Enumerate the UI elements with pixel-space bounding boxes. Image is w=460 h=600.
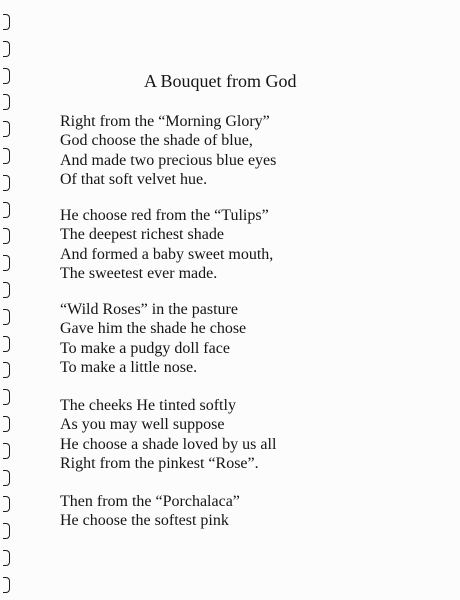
binding-coil: [3, 202, 10, 218]
stanza-1: [60, 112, 276, 190]
poem-line: He choose red from the “Tulips”: [60, 207, 269, 224]
binding-coil: [3, 282, 10, 298]
poem-line: The deepest richest shade: [60, 226, 224, 244]
spiral-binding: [0, 0, 16, 600]
binding-coil: [3, 577, 10, 593]
stanza-4: [60, 396, 276, 474]
poem-line: And made two precious blue eyes: [60, 151, 277, 169]
poem-line: As you may well suppose: [60, 416, 225, 434]
binding-coil: [3, 496, 10, 512]
binding-coil: [3, 41, 10, 57]
poem-line: Right from the pinkest “Rose”.: [60, 455, 259, 473]
binding-coil: [3, 336, 10, 352]
poem-line: The cheeks He tinted softly: [60, 397, 236, 414]
stanza-5: [60, 492, 240, 531]
poem-line: To make a pudgy doll face: [60, 339, 230, 357]
binding-coil: [3, 68, 10, 84]
binding-coil: [3, 389, 10, 405]
binding-coil: [3, 121, 10, 137]
poem-line: Gave him the shade he chose: [60, 320, 247, 338]
poem-line: Right from the “Morning Glory”: [60, 113, 270, 130]
binding-coil: [3, 309, 10, 325]
binding-coil: [3, 94, 10, 110]
poem-line: Of that soft velvet hue.: [60, 171, 208, 189]
stanza-3: [60, 300, 246, 378]
binding-coil: [3, 255, 10, 271]
binding-coil: [3, 175, 10, 191]
poem-line: God choose the shade of blue,: [60, 132, 253, 150]
binding-coil: [3, 416, 10, 432]
poem-line: To make a little nose.: [60, 359, 198, 377]
binding-coil: [3, 14, 10, 30]
poem-line: He choose a shade loved by us all: [60, 435, 277, 453]
binding-coil: [3, 523, 10, 539]
poem-line: And formed a baby sweet mouth,: [60, 245, 274, 263]
binding-coil: [3, 550, 10, 566]
poem-line: Then from the “Porchalaca”: [60, 493, 240, 510]
binding-coil: [3, 362, 10, 378]
poem-line: The sweetest ever made.: [60, 265, 218, 283]
binding-coil: [3, 148, 10, 164]
binding-coil: [3, 470, 10, 486]
poem-line: He choose the softest pink: [60, 512, 229, 530]
binding-coil: [3, 228, 10, 244]
binding-coil: [3, 443, 10, 459]
poem-title: A Bouquet from God: [144, 71, 297, 91]
stanza-2: [60, 206, 273, 284]
poem-line: “Wild Roses” in the pasture: [60, 301, 238, 318]
